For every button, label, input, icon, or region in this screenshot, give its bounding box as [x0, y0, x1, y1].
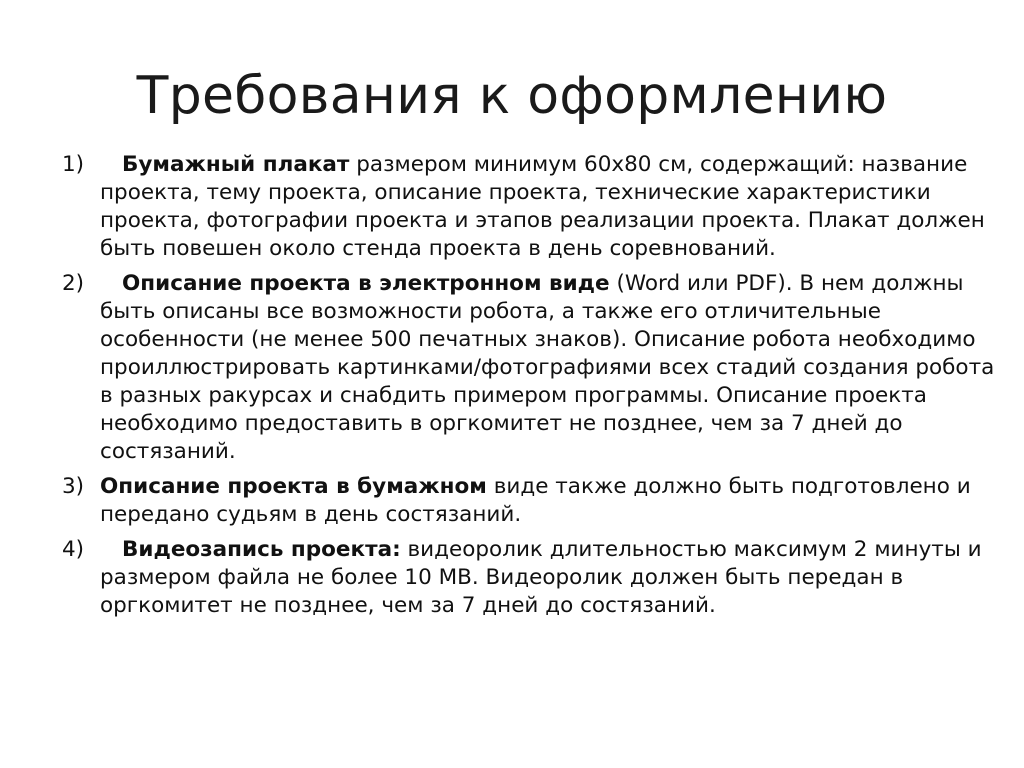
item-number: 4)	[62, 537, 85, 562]
item-text	[100, 537, 982, 618]
item-number: 1)	[62, 152, 85, 177]
list-item	[62, 473, 1002, 529]
item-bold-lead: Описание проекта в электронном виде	[122, 271, 610, 296]
item-text	[100, 271, 994, 464]
list-item	[62, 536, 1002, 620]
item-body: виде также должно быть подготовлено и передано судьям в день состязаний.	[100, 474, 971, 527]
item-bold-lead: Описание проекта в бумажном	[100, 474, 487, 499]
item-body: (Word или PDF). В нем должны быть описаны все возможности робота, а также его отличительные особенности (не менее 500 печатных знаков). Описание робота необходимо проиллюстрировать картинками/фотографиями всех стадий создания робота в разных ракурсах и снабдить примером программы. Описание проекта необходимо предоставить в оргкомитет не позднее, чем за 7 дней до состязаний.	[100, 271, 995, 464]
item-text	[100, 152, 985, 261]
item-body: размером минимум 60х80 см, содержащий: название проекта, тему проекта, описание проекта, технические характеристики проекта, фотографии проекта и этапов реализации проекта. Плакат должен быть повешен около стенда проекта в день соревнований.	[100, 152, 985, 261]
list-item	[62, 270, 1002, 466]
item-text	[100, 474, 971, 527]
requirements-list	[62, 151, 1002, 627]
item-body: видеоролик длительностью максимум 2 минуты и размером файла не более 10 MB. Видеоролик должен быть передан в оргкомитет не позднее, чем за 7 дней до состязаний.	[100, 537, 982, 618]
list-item	[62, 151, 1002, 263]
item-number: 3)	[62, 474, 85, 499]
slide-title: Требования к оформлению	[136, 66, 888, 126]
item-number: 2)	[62, 271, 85, 296]
item-bold-lead: Видеозапись проекта:	[122, 537, 401, 562]
item-bold-lead: Бумажный плакат	[122, 152, 350, 177]
